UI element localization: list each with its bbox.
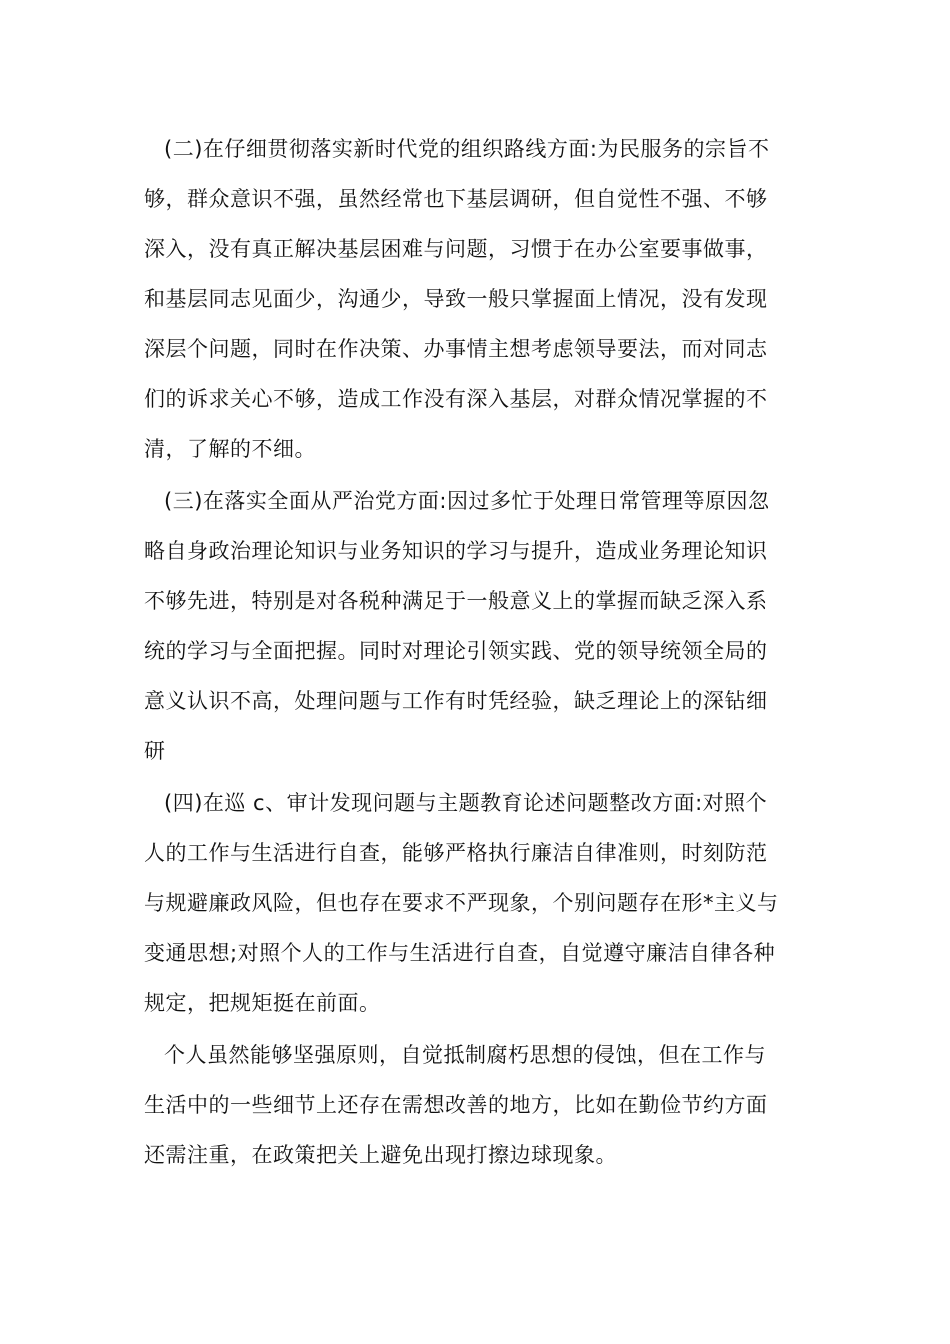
text-line: 意义认识不高，处理问题与工作有时凭经验，缺乏理论上的深钻细 (144, 689, 768, 713)
text-line: (三)在落实全面从严治党方面:因过多忙于处理日常管理等原因忽 (164, 489, 770, 513)
text-line: 与规避廉政风险，但也存在要求不严现象，个别问题存在形*主义与 (144, 891, 779, 915)
paragraph-personal-conduct (144, 1030, 806, 1180)
text-line: 人的工作与生活进行自查，能够严格执行廉洁自律准则，时刻防范 (144, 841, 768, 865)
text-line: 还需注重，在政策把关上避免出现打擦边球现象。 (144, 1143, 617, 1167)
paragraph-inspection-rectification (144, 778, 806, 1028)
document-body (144, 124, 806, 1182)
text-line: (二)在仔细贯彻落实新时代党的组织路线方面:为民服务的宗旨不 (164, 137, 770, 161)
text-line: 清，了解的不细。 (144, 437, 316, 461)
text-line: 深层个问题，同时在作决策、办事情主想考虑领导要法，而对同志 (144, 337, 768, 361)
text-line: 生活中的一些细节上还存在需想改善的地方，比如在勤俭节约方面 (144, 1093, 768, 1117)
text-line: 规定，把规矩挺在前面。 (144, 991, 381, 1015)
paragraph-organizational-line (144, 124, 806, 474)
text-line: 和基层同志见面少，沟通少，导致一般只掌握面上情况，没有发现 (144, 287, 768, 311)
text-line: 略自身政治理论知识与业务知识的学习与提升，造成业务理论知识 (144, 539, 768, 563)
text-line: 们的诉求关心不够，造成工作没有深入基层，对群众情况掌握的不 (144, 387, 768, 411)
text-line: (四)在巡 c、审计发现问题与主题教育论述问题整改方面:对照个 (164, 791, 768, 815)
text-line: 统的学习与全面把握。同时对理论引领实践、党的领导统领全局的 (144, 639, 768, 663)
text-line: 不够先进，特别是对各税种满足于一般意义上的掌握而缺乏深入系 (144, 589, 768, 613)
text-line: 深入，没有真正解决基层困难与问题，习惯于在办公室要事做事， (144, 237, 768, 261)
text-line: 够，群众意识不强，虽然经常也下基层调研，但自觉性不强、不够 (144, 187, 768, 211)
text-line: 变通思想;对照个人的工作与生活进行自查，自觉遵守廉洁自律各种 (144, 941, 776, 965)
text-line: 研 (144, 739, 166, 763)
paragraph-party-governance (144, 476, 806, 776)
text-line: 个人虽然能够坚强原则，自觉抵制腐朽思想的侵蚀，但在工作与 (164, 1043, 766, 1067)
